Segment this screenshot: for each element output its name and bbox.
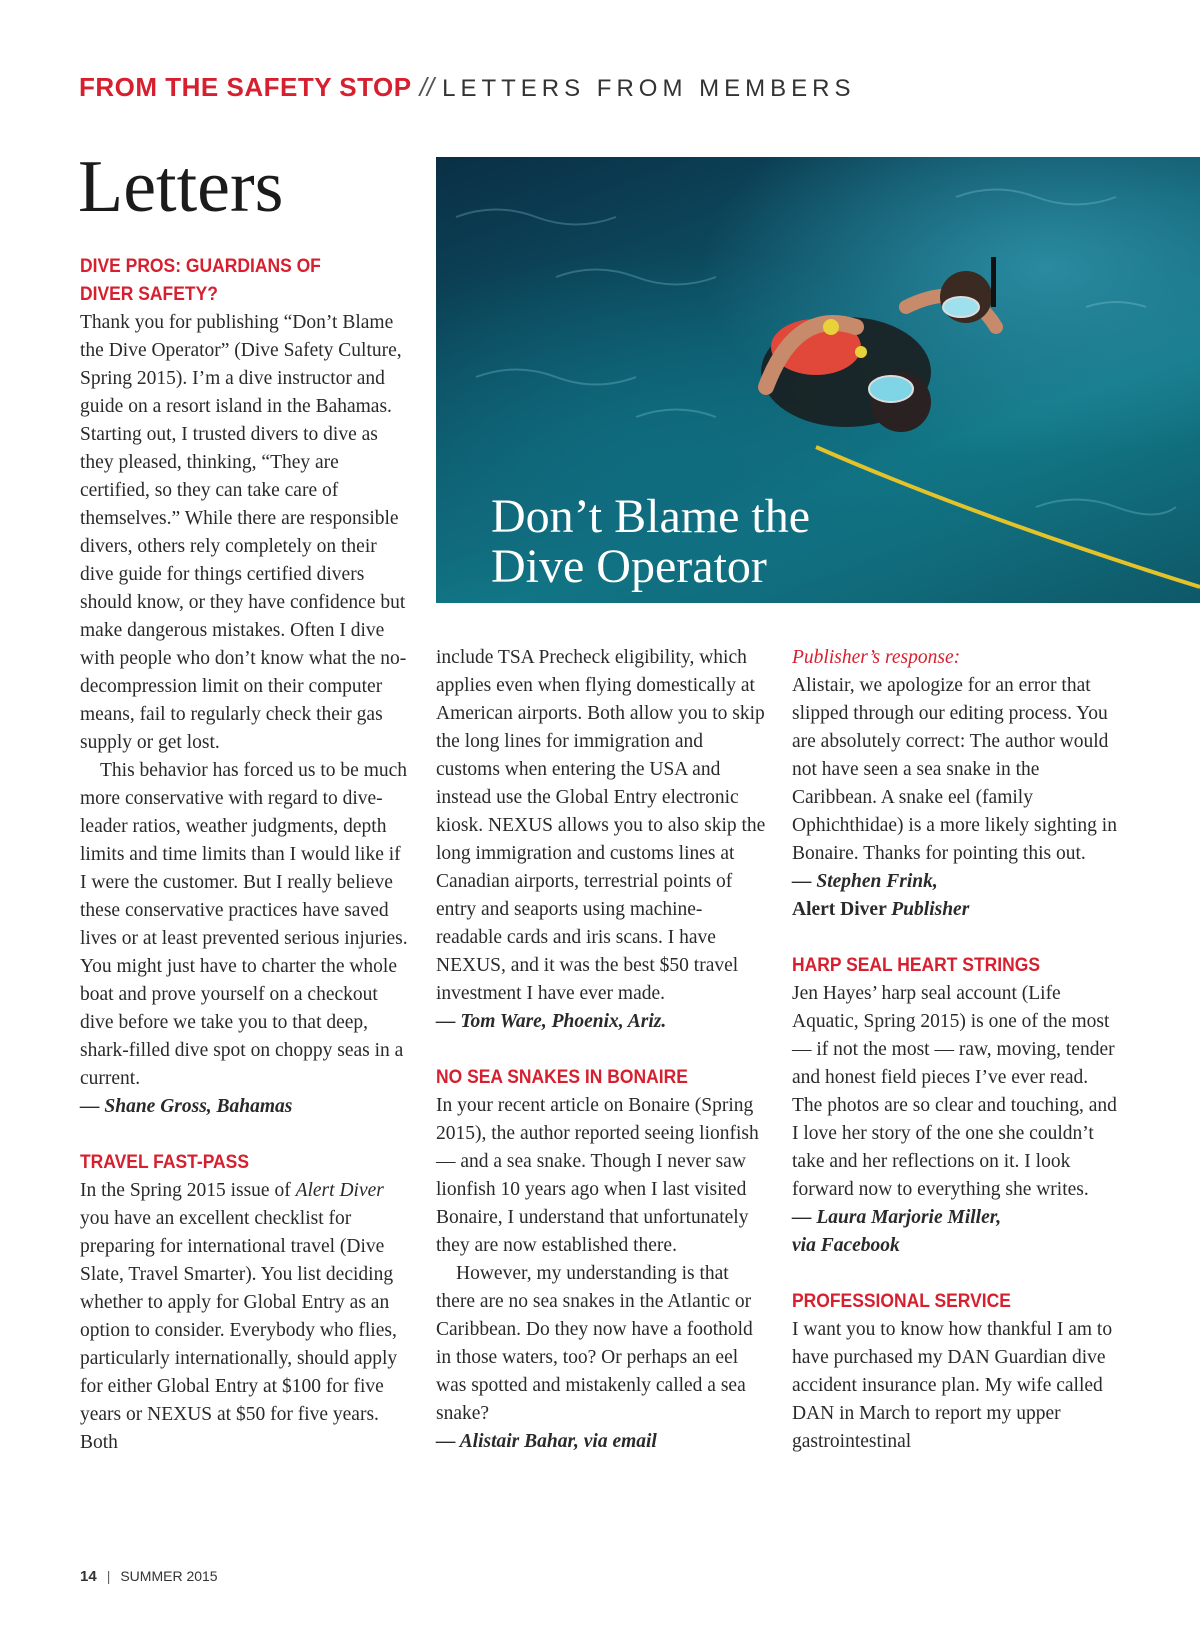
footer-separator: |	[106, 1568, 111, 1584]
letter-heading-sea-snakes: NO SEA SNAKES IN BONAIRE	[436, 1067, 688, 1088]
section-header	[79, 72, 855, 103]
letter-body: This behavior has forced us to be much more conservative with regard to dive-leader ratios, weather judgments, depth limits and time limits than I would like if I were the customer. But I really believe these conservative practices have saved lives or at least prevented serious injuries. You might just have to charter the whole boat and prove yourself on a checkout dive before we take you to that deep, shark-filled dive spot on choppy seas in a current.	[80, 760, 408, 1089]
letter-signature: — Shane Gross, Bahamas	[80, 1096, 293, 1117]
photo-title	[491, 492, 810, 592]
letter-body: Jen Hayes’ harp seal account (Life Aquatic, Spring 2015) is one of the most — if not the most — raw, moving, tender and honest field pieces I’ve ever read. The photos are so clear and touching, and I love her story of the one she couldn’t take and her reflections on it. I look forward now to everything she writes.	[792, 983, 1117, 1200]
magazine-name: Alert Diver	[295, 1180, 384, 1201]
letter-heading-dive-pros-2: DIVER SAFETY?	[80, 284, 218, 305]
subsection-name: LETTERS FROM MEMBERS	[442, 75, 856, 102]
letter-signature: — Tom Ware, Phoenix, Ariz.	[436, 1011, 667, 1032]
page-number: 14	[80, 1568, 97, 1585]
header-separator: //	[419, 72, 435, 102]
letter-body: In your recent article on Bonaire (Spring 2015), the author reported seeing lionfish — and a sea snake. Though I never saw lionfish 10 years ago when I last visited Bonaire, I understand that unfortunately they are now established there.	[436, 1095, 759, 1256]
photo-title-line2: Dive Operator	[491, 540, 767, 593]
letter-heading-harp-seal: HARP SEAL HEART STRINGS	[792, 955, 1040, 976]
publisher-title: Alert Diver Publisher	[792, 899, 970, 920]
letter-body: I want you to know how thankful I am to have purchased my DAN Guardian dive accident insurance plan. My wife called DAN in March to report my upper gastrointestinal	[792, 1319, 1113, 1452]
section-name: FROM THE SAFETY STOP	[79, 72, 412, 102]
letter-body: include TSA Precheck eligibility, which applies even when flying domestically at American airports. Both allow you to skip the long lines for immigration and customs when entering the USA and instead use the Global Entry electronic kiosk. NEXUS allows you to also skip the long immigration and customs lines at Canadian airports, terrestrial points of entry and seaports using machine-readable cards and iris scans. I have NEXUS, and it was the best $50 travel investment I have ever made.	[436, 647, 766, 1004]
letter-heading-travel: TRAVEL FAST-PASS	[80, 1152, 250, 1173]
publisher-response: Alistair, we apologize for an error that slipped through our editing process. You are absolutely correct: The author would not have seen a sea snake in the Caribbean. A snake eel (family Ophichthidae) is a more likely sighting in Bonaire. Thanks for pointing this out.	[792, 675, 1117, 864]
letter-body: Thank you for publishing “Don’t Blame the Dive Operator” (Dive Safety Culture, Spring 2015). I’m a dive instructor and guide on a resort island in the Bahamas. Starting out, I trusted divers to dive as they pleased, thinking, “They are certified, so they can take care of themselves.” While there are responsible divers, others rely completely on their dive guide for things certified divers should know, or they have confidence but make dangerous mistakes. Often I dive with people who don’t know what the no-decompression limit on their computer means, fail to regularly check their gas supply or get lost.	[80, 312, 407, 753]
letter-signature: — Alistair Bahar, via email	[436, 1431, 657, 1452]
column-2	[436, 644, 766, 1456]
letter-body: In the Spring 2015 issue of Alert Diver you have an excellent checklist for preparing for international travel (Dive Slate, Travel Smarter). You list deciding whether to apply for Global Entry as an option to consider. Everybody who flies, particularly internationally, should apply for either Global Entry at $100 for five years or NEXUS at $50 for five years. Both	[80, 1180, 398, 1453]
page-title: Letters	[78, 146, 284, 228]
letter-signature: — Laura Marjorie Miller,	[792, 1207, 1002, 1228]
page-footer	[80, 1568, 218, 1585]
letter-body: However, my understanding is that there are no sea snakes in the Atlantic or Caribbean. Do they now have a foothold in those waters, too? Or perhaps an eel was spotted and mistakenly called a sea snake?	[436, 1263, 753, 1424]
article-photo	[436, 157, 1200, 603]
column-1	[80, 253, 410, 1457]
letter-signature: via Facebook	[792, 1235, 900, 1256]
publisher-response-label: Publisher’s response:	[792, 647, 961, 668]
issue-name: SUMMER 2015	[120, 1568, 218, 1584]
column-3	[792, 644, 1122, 1456]
publisher-signature: — Stephen Frink,	[792, 871, 938, 892]
photo-title-line1: Don’t Blame the	[491, 490, 811, 543]
letter-heading-professional: PROFESSIONAL SERVICE	[792, 1291, 1011, 1312]
letter-heading-dive-pros-1: DIVE PROS: GUARDIANS OF	[80, 256, 321, 277]
